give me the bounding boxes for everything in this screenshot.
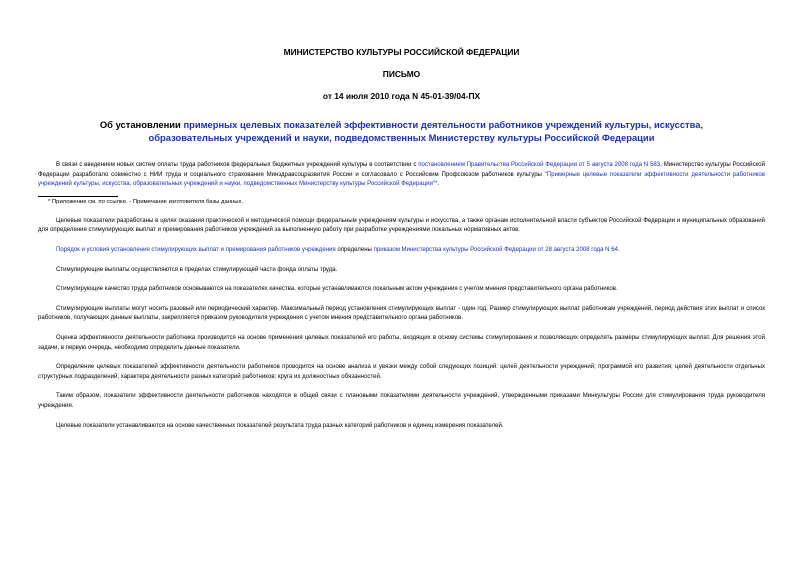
ministry-order-link[interactable]: приказом Министерства культуры Российской Федерации от 28 августа 2008 года N 64 bbox=[373, 246, 618, 253]
paragraph-1-text-c: . bbox=[437, 181, 440, 188]
paragraph-4: Стимулирующие выплаты осуществляются в пределах стимулирующей части фонда оплаты труда. bbox=[56, 266, 338, 273]
paragraph-10: Целевые показатели устанавливаются на основе качественных показателей результата труда разных категорий работников и единиц измерения показателей. bbox=[56, 422, 504, 429]
target-indicators-link[interactable]: "Примерные целевые показатели эффективности деятельности работников учреждений культуры, искусства, образовательных учреждений и науки, подведомственных Министерству культуры Российской Федерации"* bbox=[38, 171, 765, 188]
paragraph-1-text-a: В связи с введением новых систем оплаты труда работников федеральных бюджетных учреждений культуры в соответствии с bbox=[56, 162, 419, 168]
procedure-link[interactable]: Порядок и условия установления стимулирующих выплат и премирования работников учреждения bbox=[56, 246, 336, 253]
footnote-separator bbox=[38, 196, 118, 197]
paragraph-1 bbox=[38, 161, 765, 190]
paragraph-3-text-a: определены bbox=[335, 246, 374, 253]
title-link[interactable]: примерных целевых показателей эффективности деятельности работников учреждений культуры, искусства, образовательных учреждений и науки, подведомственных Министерству культуры Российской Федерации bbox=[148, 119, 704, 143]
document-title bbox=[38, 119, 765, 144]
paragraph-3-text-b: . bbox=[617, 246, 620, 253]
document-type: ПИСЬМО bbox=[382, 69, 421, 79]
title-prefix: Об установлении bbox=[99, 119, 184, 130]
footnote: * Приложение см. по ссылке. - Примечание изготовителя базы данных. bbox=[48, 198, 244, 205]
paragraph-3 bbox=[38, 246, 765, 256]
paragraph-8: Определение целевых показателей эффективности деятельности работников проводится на основе анализа и увязки между собой следующих позиций: целей деятельности учреждений; программой его развития; целей деятельности отдельных структурных подразделений; характера деятельности разных категорий работников; круга их должностных обязанностей. bbox=[38, 364, 765, 380]
paragraph-9: Таким образом, показатели эффективности деятельности работников находятся в общей связи с плановыми показателями деятельности учреждений, утвержденными приказами Минкультуры России для стимулирования труда руководителя учреждения. bbox=[38, 393, 765, 409]
paragraph-2: Целевые показатели разработаны в целях оказания практической и методической помощи федеральным учреждениям культуры и искусства, а также органам исполнительной власти субъектов Российской Федерации и муниципальных образований для определения стимулирующих выплат и премирования работников учреждений за выполненную работу при разработке учреждениями локальных нормативных актов. bbox=[38, 217, 765, 234]
paragraph-1-text-b: , Министерство культуры Российской Федерации разработало совместно с НИИ труда и социального страхования Минздравсоцразвития России и согласовало с Российским Профсоюзом работников культуры bbox=[38, 162, 765, 178]
government-decree-link[interactable]: постановлением Правительства Российской Федерации от 5 августа 2008 года N 583 bbox=[418, 162, 661, 168]
paragraph-6: Стимулирующие выплаты могут носить разовый или периодический характер. Максимальный период установления стимулирующих выплат - один год. Размер стимулирующих выплат работникам учреждений, период действия этих выплат и список работников, получающих данные выплаты, закрепляется приказом руководителя учреждения с учетом мнения представительного органа работников. bbox=[38, 305, 765, 322]
document-date-number: от 14 июля 2010 года N 45-01-39/04-ПХ bbox=[322, 91, 481, 101]
paragraph-5: Стимулирующие качество труда работников основываются на показателях качества, которые устанавливаются локальным актом учреждения с учетом мнения представительного органа работников. bbox=[56, 286, 618, 293]
ministry-heading: МИНИСТЕРСТВО КУЛЬТУРЫ РОССИЙСКОЙ ФЕДЕРАЦИИ bbox=[283, 47, 520, 57]
paragraph-7: Оценка эффективности деятельности работника производится на основе применения целевых показателей его работы, входящих в основу системы стимулирования и позволяющих определять размеры стимулирующих выплат. Для решения этой задачи, в первую очередь, необходимо определить данные показатели. bbox=[38, 334, 765, 351]
